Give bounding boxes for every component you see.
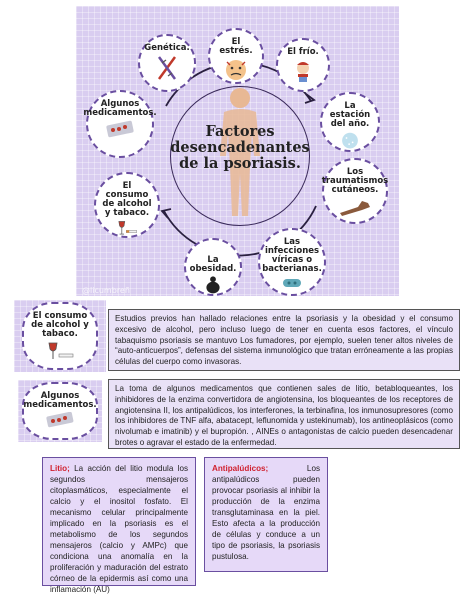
factor-medicamentos-label: Algunos medicamentos. — [83, 99, 157, 118]
wine-cigarette-icon — [45, 341, 75, 361]
watermark: @licumbreñ — [82, 286, 130, 295]
obese-person-icon — [203, 276, 223, 294]
factor-estacion — [320, 92, 380, 152]
meds-tile-bubble — [22, 382, 98, 440]
factor-obesidad-label: La obesidad. — [189, 255, 237, 274]
stressed-face-icon — [224, 58, 248, 82]
card-antipaludicos-text: Los antipalúdicos pueden provocar psoriasis al inhibir la producción de la enzima transglutaminasa en la piel. Esto afecta a la producción de células y conduce a un tipo de psoriasis, la psoriasis pustulosa. — [212, 464, 320, 561]
factor-infecciones-label: Las infecciones víricas o bacterianas. — [262, 237, 322, 274]
card-antipaludicos — [204, 457, 328, 572]
center-title — [170, 124, 310, 173]
card-antipaludicos-heading: Antipalúdicos; — [212, 464, 269, 473]
factor-frio-label: El frío. — [287, 47, 319, 57]
alcohol-tile — [14, 300, 106, 372]
factor-medicamentos — [83, 90, 157, 158]
pills-blister-icon — [45, 412, 75, 428]
center-title-line2: desencadenantes — [170, 139, 310, 157]
center-title-line3: de la psoriasis. — [179, 155, 301, 173]
card-litio — [42, 457, 196, 594]
alcohol-text: Estudios previos han hallado relaciones entre la psoriasis y la obesidad y el consumo excesivo de alcohol, pero incluso luego de tener en cuenta esos factores, el vínculo tabaquismo psoriasis se mantuvo Los fumadores, por ejemplo, suelen tener altos niveles de “auto-anticuerpos”, defensas del sistema inmunológico que tratan erróneamente a las propias células del cuerpo como invasoras. — [108, 309, 460, 371]
factor-infecciones — [258, 228, 326, 296]
pills-blister-icon — [105, 120, 135, 138]
factor-frio — [276, 38, 330, 92]
factor-alcohol — [94, 172, 160, 238]
alcohol-tile-bubble — [22, 302, 98, 370]
cold-person-icon — [291, 59, 315, 83]
meds-tile — [18, 380, 102, 442]
dna-icon — [154, 55, 180, 81]
wine-cigarette-icon — [112, 220, 142, 236]
meds-text: La toma de algunos medicamentos que contienen sales de litio, betabloqueantes, los inhibidores de la enzima convertidora de angiotensina, los bloqueantes de los receptores de angiotensina II, los antipalúdicos, los interferones, la terbinafina, los inmunosupresores (como los inhibidores de TNF alfa, abatacept, leflunomida y ustekinumab), los antineoplásicos (como nivolumab e imatinib) y el bupropión. , AINEs o antagonistas de calcio pueden desencadenar brotes o agravar el estado de la enfermedad. — [108, 379, 460, 449]
factor-obesidad — [184, 238, 242, 296]
factor-genetica — [138, 34, 196, 92]
factor-genetica-label: Genética. — [144, 43, 190, 53]
factor-alcohol-label: El consumo de alcohol y tabaco. — [102, 181, 152, 218]
winter-ball-icon — [338, 131, 362, 150]
bacteria-icon — [280, 276, 304, 290]
factor-estres — [208, 28, 264, 84]
alcohol-tile-label: El consumo de alcohol y tabaco. — [31, 311, 89, 339]
center-title-line1: Factores — [205, 123, 275, 140]
factor-estres-label: El estrés. — [219, 37, 253, 56]
factor-estacion-label: La estación del año. — [329, 101, 371, 129]
injured-arm-icon — [338, 197, 372, 217]
card-litio-text: La acción del litio modula los segundos mensajeros citoplasmáticos, especialmente el calcio y el inositol fosfato. El mecanismo celular principalmente implicado en la psoriasis es el metabolismo de los segundos mensajeros (calcio y AMPc) que condiciona una anomalía en la proliferación y maduración del estrato córneo de la epidermis así como una inflamación (AU) — [50, 464, 188, 594]
card-litio-heading: Litio; — [50, 464, 70, 473]
factor-traumatismos — [322, 158, 388, 224]
factor-traumatismos-label: Los traumatismos cutáneos. — [321, 167, 389, 195]
meds-tile-label: Algunos medicamentos. — [23, 391, 97, 410]
psoriasis-triggers-infographic — [76, 6, 399, 296]
